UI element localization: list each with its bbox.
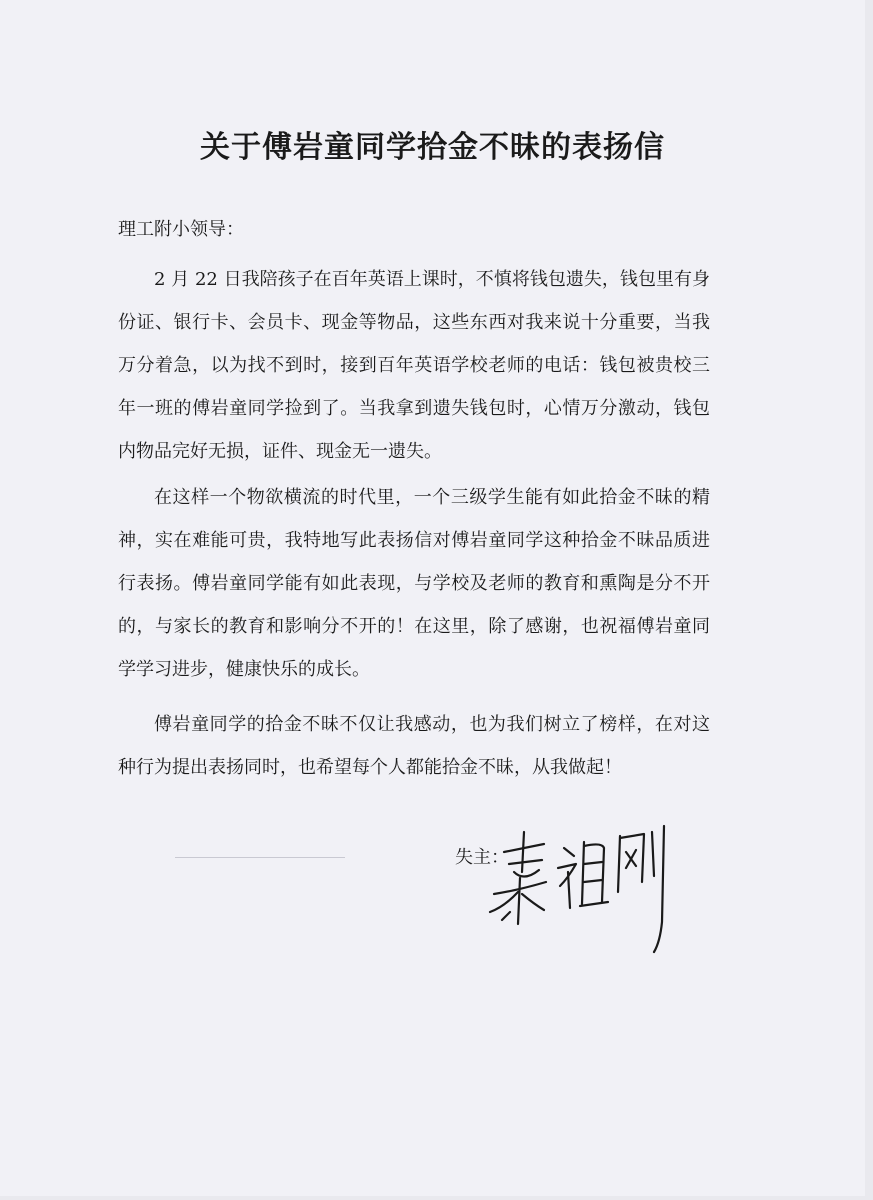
paragraph-1: 2 月 22 日我陪孩子在百年英语上课时，不慎将钱包遗失，钱包里有身份证、银行卡、会员卡、现金等物品，这些东西对我来说十分重要，当我万分着急，以为找不到时，接到百年英语学校老师的电话：钱包被贵校三年一班的傅岩童同学捡到了。当我拿到遗失钱包时，心情万分激动，钱包内物品完好无损，证件、现金无一遗失。 [118, 269, 710, 462]
scan-mark [175, 857, 345, 858]
letter-title: 关于傅岩童同学拾金不昧的表扬信 [200, 130, 665, 165]
paragraph-2: 在这样一个物欲横流的时代里，一个三级学生能有如此拾金不昧的精神，实在难能可贵，我特地写此表扬信对傅岩童同学这种拾金不昧品质进行表扬。傅岩童同学能有如此表现，与学校及老师的教育和熏陶是分不开的，与家长的教育和影响分不开的！在这里，除了感谢，也祝福傅岩童同学学习进步，健康快乐的成长。 [118, 487, 710, 680]
signer-label: 失主： [455, 847, 509, 868]
paragraph-3: 傅岩童同学的拾金不昧不仅让我感动，也为我们树立了榜样，在对这种行为提出表扬同时，也希望每个人都能拾金不昧，从我做起！ [118, 714, 710, 778]
salutation: 理工附小领导： [118, 219, 244, 240]
handwritten-signature [484, 812, 674, 962]
